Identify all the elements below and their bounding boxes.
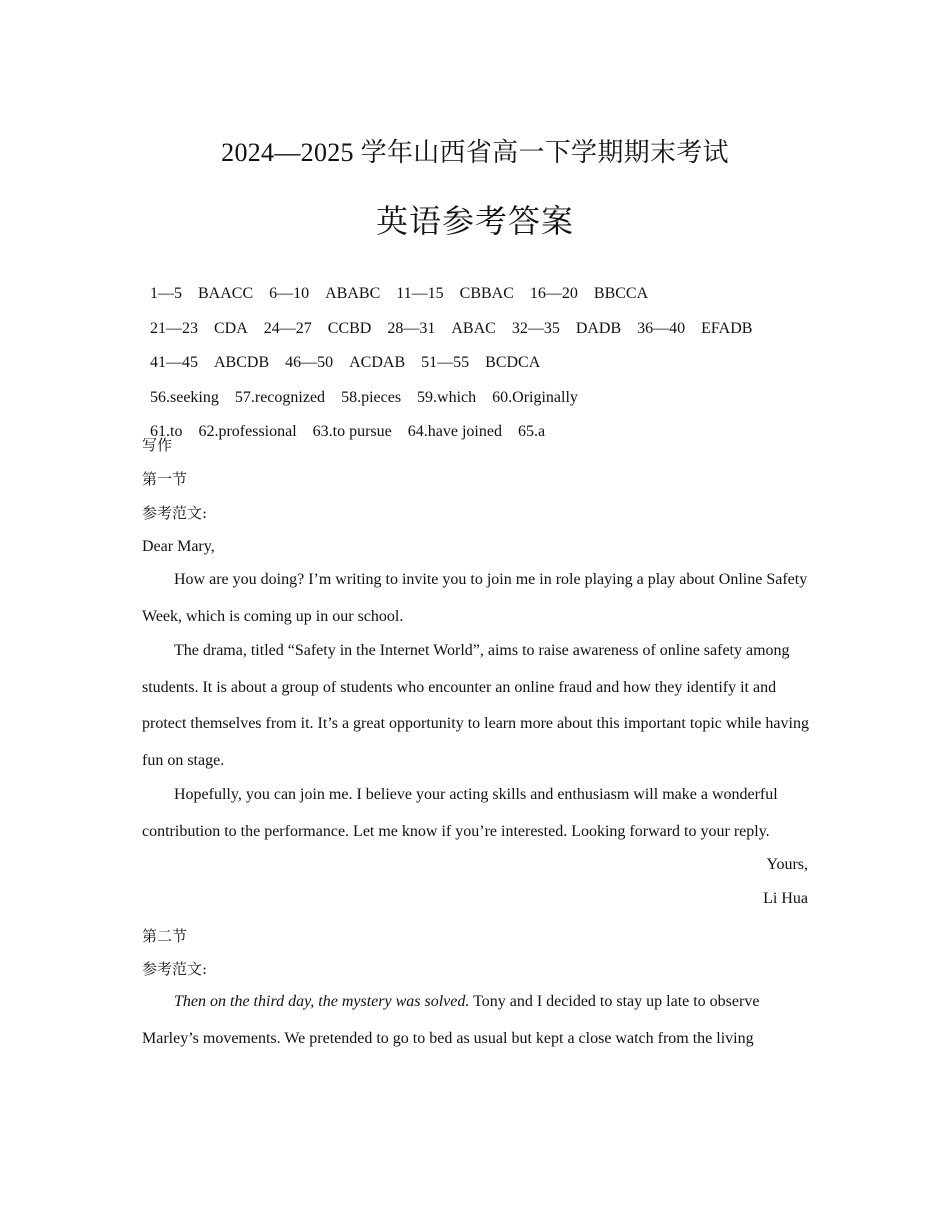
- answer-group: 46—50 ACDAB: [285, 354, 406, 371]
- section1-heading: 第一节: [142, 470, 188, 488]
- answer-item: 64.have joined: [407, 423, 502, 440]
- answer-item: 63.to pursue: [312, 423, 392, 440]
- story-paragraph-1: [142, 984, 812, 1057]
- answer-group: 6—10 ABABC: [269, 285, 381, 302]
- answer-group: 21—23 CDA: [150, 320, 248, 337]
- answer-group: 16—20 BBCCA: [529, 285, 649, 302]
- page-subtitle: 英语参考答案: [375, 203, 574, 239]
- answer-item: 61.to: [150, 423, 183, 440]
- answer-item: 60.Originally: [492, 389, 578, 406]
- story-lead-sentence: Then on the third day, the mystery was solved.: [174, 993, 470, 1010]
- answer-group: 32—35 DADB: [511, 320, 622, 337]
- answer-group: 41—45 ABCDB: [150, 354, 270, 371]
- answer-item: 62.professional: [198, 423, 297, 440]
- letter-paragraph-2: The drama, titled “Safety in the Internet World”, aims to raise awareness of online safety among students. It is about a group of students who encounter an online fraud and how they identify it and protect themselves from it. It’s a great opportunity to learn more about this important topic while having fun on stage.: [142, 642, 809, 769]
- writing-heading: 写作: [142, 436, 173, 454]
- answer-item: 58.pieces: [341, 389, 402, 406]
- letter-signature: Li Hua: [763, 890, 808, 907]
- answer-item: 57.recognized: [234, 389, 326, 406]
- answer-group: 36—40 EFADB: [637, 320, 753, 337]
- letter-closing: Yours,: [766, 856, 808, 873]
- section2-heading: 第二节: [142, 927, 188, 945]
- section2-sample-label: 参考范文:: [142, 960, 208, 978]
- answer-group: 51—55 BCDCA: [421, 354, 541, 371]
- letter-salutation: Dear Mary,: [142, 538, 215, 555]
- letter-paragraph-3: Hopefully, you can join me. I believe your acting skills and enthusiasm will make a wonderful contribution to the performance. Let me know if you’re interested. Looking forward to your reply.: [142, 786, 778, 840]
- answer-row-5: [142, 399, 561, 443]
- answer-item: 59.which: [417, 389, 477, 406]
- answer-group: 11—15 CBBAC: [396, 285, 514, 302]
- story-text: Tony and I decided to stay up late to observe Marley’s movements. We pretended to go to bed as usual but kept a close watch from the living: [142, 993, 760, 1047]
- answer-item: 65.a: [517, 423, 546, 440]
- answer-item: 56.seeking: [150, 389, 219, 406]
- letter-paragraph-1: How are you doing? I’m writing to invite you to join me in role playing a play about Online Safety Week, which is coming up in our school.: [142, 571, 808, 625]
- answer-group: 24—27 CCBD: [263, 320, 372, 337]
- page-title: 2024—2025 学年山西省高一下学期期末考试: [221, 138, 729, 167]
- answer-group: 28—31 ABAC: [387, 320, 496, 337]
- answer-group: 1—5 BAACC: [150, 285, 254, 302]
- section1-sample-label: 参考范文:: [142, 504, 208, 522]
